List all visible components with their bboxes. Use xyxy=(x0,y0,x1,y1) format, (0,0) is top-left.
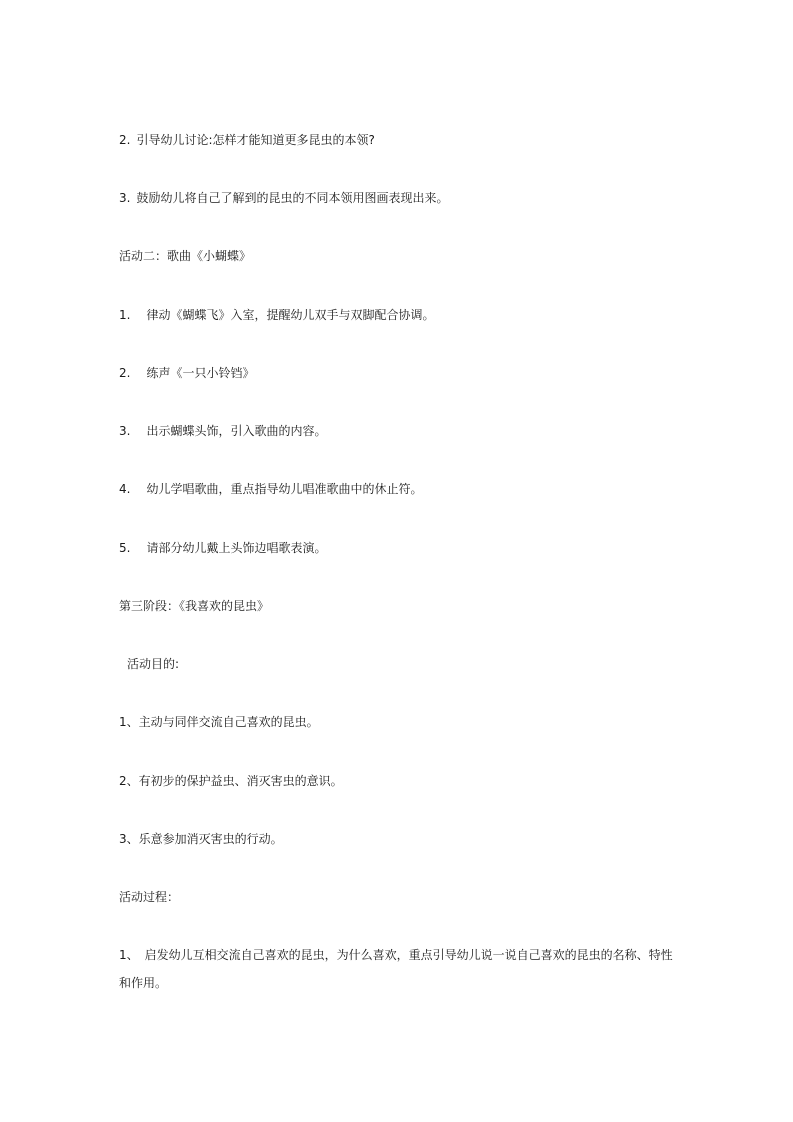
goal-item-2 xyxy=(119,772,343,790)
paragraph-encourage xyxy=(119,189,448,207)
item-number: 4. xyxy=(119,482,131,496)
paragraph-vocal xyxy=(119,364,254,382)
paragraph-text: 请部分幼儿戴上头饰边唱歌表演。 xyxy=(146,541,327,555)
item-number: 3. xyxy=(119,191,131,205)
item-number: 1、 xyxy=(119,948,139,962)
paragraph-rhythm xyxy=(119,306,434,324)
item-number: 5. xyxy=(119,541,131,555)
heading-text: 活动二：歌曲《小蝴蝶》 xyxy=(119,249,252,263)
paragraph-exchange xyxy=(119,941,679,997)
heading-stage-three xyxy=(119,597,269,615)
paragraph-learn-song xyxy=(119,480,422,498)
goal-text: 3、乐意参加消灭害虫的行动。 xyxy=(119,832,283,846)
goal-text: 1、主动与同伴交流自己喜欢的昆虫。 xyxy=(119,715,319,729)
paragraph-text: 幼儿学唱歌曲，重点指导幼儿唱准歌曲中的休止符。 xyxy=(146,482,423,496)
heading-activity-process xyxy=(119,888,179,906)
heading-text: 第三阶段：《我喜欢的昆虫》 xyxy=(119,599,270,613)
item-number: 3. xyxy=(119,424,131,438)
paragraph-text: 启发幼儿互相交流自己喜欢的昆虫，为什么喜欢，重点引导幼儿说一说自己喜欢的昆虫的名称、特性和作用。 xyxy=(119,948,673,990)
heading-activity-two xyxy=(119,247,251,265)
item-number: 1. xyxy=(119,308,131,322)
paragraph-text: 引导幼儿讨论:怎样才能知道更多昆虫的本领? xyxy=(136,133,375,147)
item-number: 2. xyxy=(119,133,131,147)
goal-item-3 xyxy=(119,830,283,848)
paragraph-text: 出示蝴蝶头饰，引入歌曲的内容。 xyxy=(146,424,327,438)
item-number: 2. xyxy=(119,366,131,380)
heading-activity-goals xyxy=(119,655,179,673)
paragraph-text: 练声《一只小铃铛》 xyxy=(146,366,255,380)
goal-item-1 xyxy=(119,713,319,731)
paragraph-discuss xyxy=(119,131,375,149)
paragraph-text: 律动《蝴蝶飞》入室，提醒幼儿双手与双脚配合协调。 xyxy=(146,308,435,322)
heading-text: 活动过程： xyxy=(119,890,180,904)
goal-text: 2、有初步的保护益虫、消灭害虫的意识。 xyxy=(119,774,343,788)
paragraph-perform xyxy=(119,539,326,557)
paragraph-headwear xyxy=(119,422,326,440)
heading-text: 活动目的: xyxy=(127,657,180,671)
paragraph-text: 鼓励幼儿将自己了解到的昆虫的不同本领用图画表现出来。 xyxy=(136,191,449,205)
